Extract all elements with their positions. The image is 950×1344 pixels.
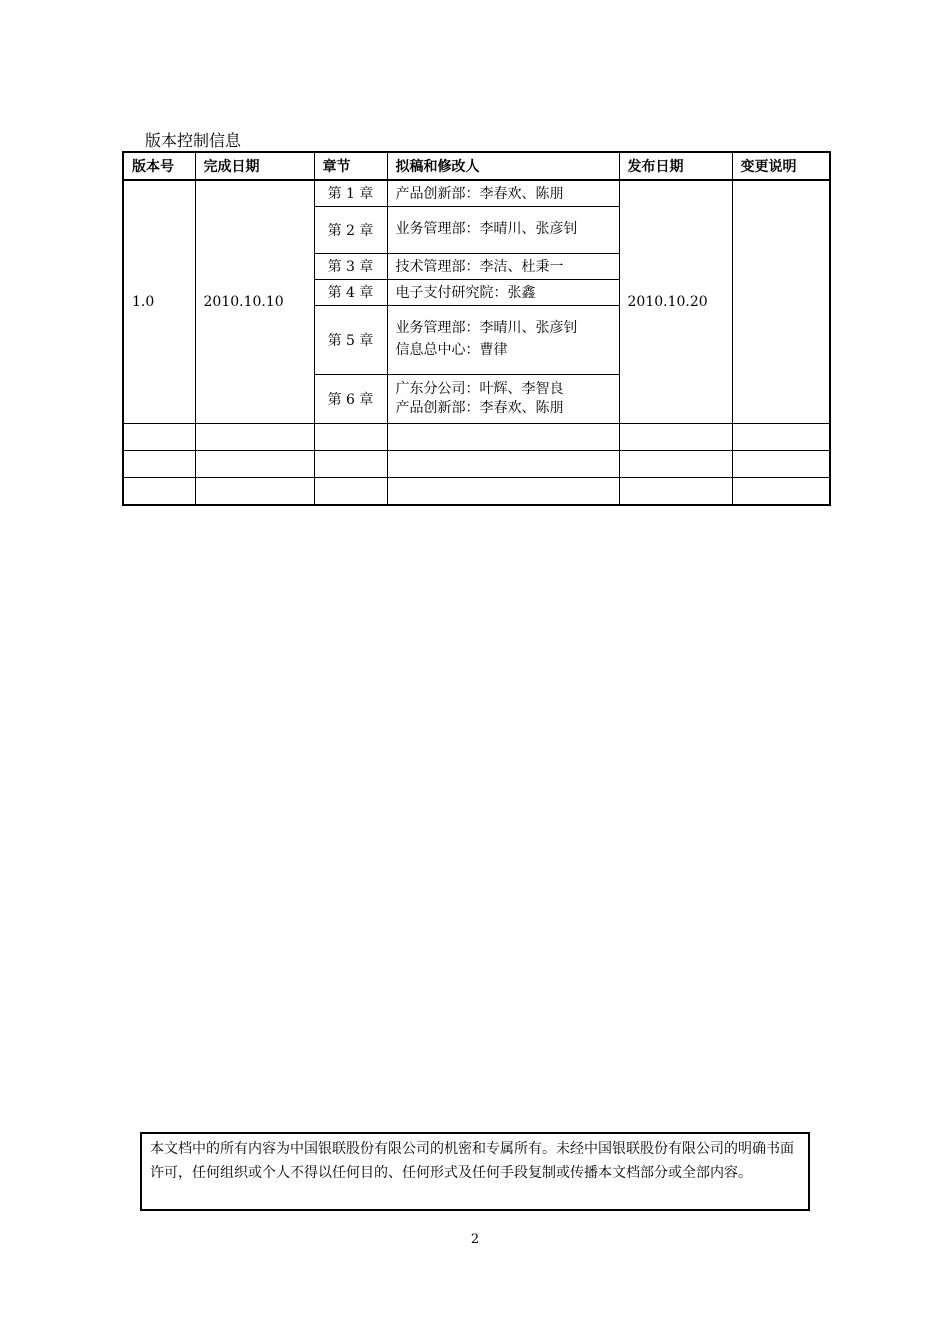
chapter-cell: 第 2 章 [314,206,387,253]
table-row-empty [123,477,830,505]
version-control-table [122,151,831,506]
header-version: 版本号 [123,152,195,180]
authors-cell: 业务管理部：李晴川、张彦钊 信息总中心：曹律 [387,305,619,374]
table-row [123,180,830,206]
chapter-cell: 第 3 章 [314,253,387,279]
authors-cell: 技术管理部：李洁、杜秉一 [387,253,619,279]
authors-cell: 广东分公司：叶辉、李智良 产品创新部：李春欢、陈朋 [387,374,619,423]
table-row-empty [123,423,830,450]
chapter-cell: 第 5 章 [314,305,387,374]
table-row-empty [123,450,830,477]
publish-date-cell: 2010.10.20 [619,180,732,423]
header-chapter: 章节 [314,152,387,180]
authors-cell: 产品创新部：李春欢、陈朋 [387,180,619,206]
header-publish-date: 发布日期 [619,152,732,180]
version-cell: 1.0 [123,180,195,423]
confidentiality-notice: 本文档中的所有内容为中国银联股份有限公司的机密和专属所有。未经中国银联股份有限公司的明确书面许可，任何组织或个人不得以任何目的、任何形式及任何手段复制或传播本文档部分或全部内容。 [140,1132,810,1211]
table-header-row [123,152,830,180]
section-title: 版本控制信息 [145,131,242,150]
chapter-cell: 第 1 章 [314,180,387,206]
authors-cell: 业务管理部：李晴川、张彦钊 [387,206,619,253]
chapter-cell: 第 4 章 [314,279,387,305]
completion-date-cell: 2010.10.10 [195,180,314,423]
header-authors: 拟稿和修改人 [387,152,619,180]
page-number: 2 [470,1232,480,1247]
chapter-cell: 第 6 章 [314,374,387,423]
change-note-cell [732,180,830,423]
authors-cell: 电子支付研究院：张鑫 [387,279,619,305]
header-change-note: 变更说明 [732,152,830,180]
header-completion-date: 完成日期 [195,152,314,180]
